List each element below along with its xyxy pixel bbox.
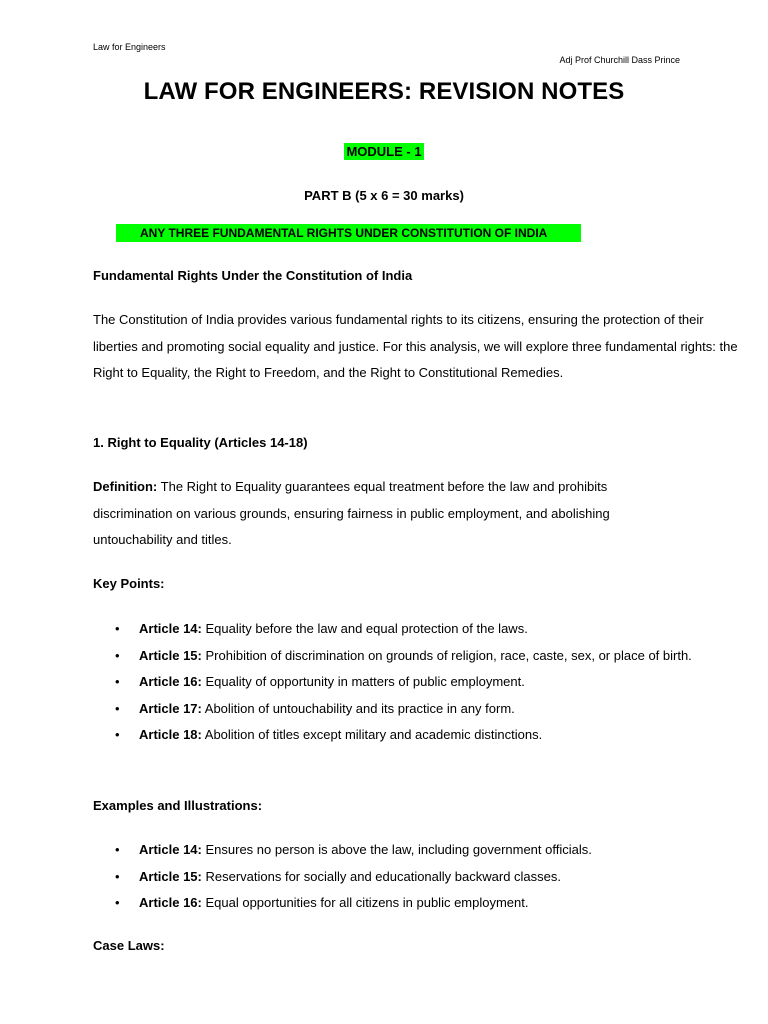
definition-label: Definition: bbox=[93, 479, 158, 494]
list-item bbox=[115, 696, 735, 723]
part-label: PART B (5 x 6 = 30 marks) bbox=[304, 188, 464, 203]
article-text: Reservations for socially and educationally backward classes. bbox=[201, 868, 561, 884]
bullet-icon: • bbox=[115, 674, 120, 689]
article-label: Article 15: bbox=[139, 868, 202, 884]
case-laws-heading: Case Laws: bbox=[93, 938, 165, 953]
list-item bbox=[115, 890, 735, 917]
key-points-heading: Key Points: bbox=[93, 576, 165, 591]
bullet-icon: • bbox=[115, 700, 120, 716]
article-label: Article 16: bbox=[139, 674, 202, 689]
article-label: Article 15: bbox=[139, 647, 202, 663]
list-item bbox=[115, 864, 735, 891]
page-title: LAW FOR ENGINEERS: REVISION NOTES bbox=[143, 78, 625, 105]
topic-banner: ANY THREE FUNDAMENTAL RIGHTS UNDER CONSTITUTION OF INDIA bbox=[116, 224, 581, 242]
article-label: Article 17: bbox=[139, 700, 202, 716]
examples-list bbox=[115, 837, 735, 917]
article-label: Article 14: bbox=[139, 621, 202, 636]
bullet-icon: • bbox=[115, 621, 120, 636]
key-points-list bbox=[115, 616, 735, 749]
bullet-icon: • bbox=[115, 895, 120, 910]
module-label bbox=[0, 144, 768, 159]
bullet-icon: • bbox=[115, 647, 120, 663]
article-text: Ensures no person is above the law, including government officials. bbox=[201, 842, 592, 857]
section-heading: Fundamental Rights Under the Constitution of India bbox=[93, 268, 413, 283]
article-label: Article 14: bbox=[139, 842, 202, 857]
intro-paragraph: The Constitution of India provides various fundamental rights to its citizens, ensuring the protection of their liberties and promoting social equality and justice. For this analysis, we will explore three fundamental rights: the Right to Equality, the Right to Freedom, and the Right to Constitutional Remedies. bbox=[93, 312, 738, 380]
article-text: Abolition of untouchability and its practice in any form. bbox=[201, 700, 515, 716]
header-left: Law for Engineers bbox=[93, 42, 166, 52]
bullet-icon: • bbox=[115, 868, 120, 884]
list-item bbox=[115, 722, 735, 749]
module-label-highlight: MODULE - 1 bbox=[346, 144, 422, 159]
list-item bbox=[115, 837, 735, 864]
article-text: Equality of opportunity in matters of public employment. bbox=[201, 674, 525, 689]
definition-text: The Right to Equality guarantees equal treatment before the law and prohibits discrimination on various grounds, ensuring fairness in public employment, and abolishing untouchability and titles. bbox=[93, 479, 610, 547]
right1-heading: 1. Right to Equality (Articles 14-18) bbox=[93, 435, 308, 450]
article-text: Equal opportunities for all citizens in public employment. bbox=[201, 895, 529, 910]
article-label: Article 16: bbox=[139, 895, 202, 910]
examples-heading: Examples and Illustrations: bbox=[93, 798, 263, 813]
bullet-icon: • bbox=[115, 842, 120, 857]
bullet-icon: • bbox=[115, 727, 120, 742]
article-text: Abolition of titles except military and academic distinctions. bbox=[201, 727, 543, 742]
article-text: Prohibition of discrimination on grounds of religion, race, caste, sex, or place of birth. bbox=[201, 647, 692, 663]
header-right: Adj Prof Churchill Dass Prince bbox=[559, 55, 680, 65]
definition-paragraph bbox=[93, 474, 673, 554]
article-text: Equality before the law and equal protection of the laws. bbox=[201, 621, 528, 636]
list-item bbox=[115, 669, 735, 696]
list-item bbox=[115, 616, 735, 643]
list-item bbox=[115, 643, 735, 670]
article-label: Article 18: bbox=[139, 727, 202, 742]
